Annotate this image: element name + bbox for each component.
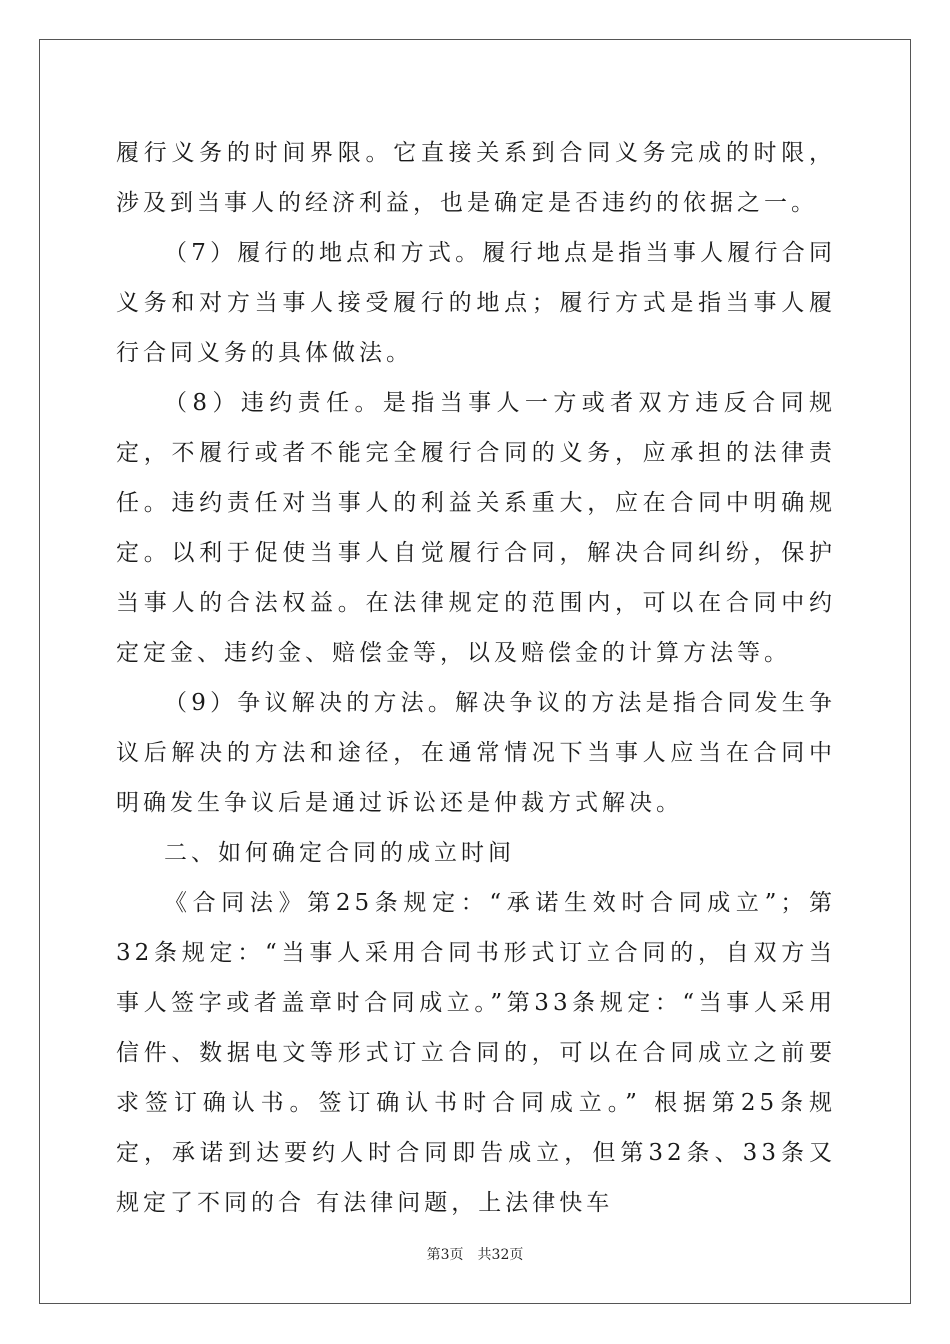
page-total: 共32页 (477, 1247, 524, 1263)
paragraph-item-8: （8）违约责任。是指当事人一方或者双方违反合同规定，不履行或者不能完全履行合同的义务，应承担的法律责任。违约责任对当事人的利益关系重大，应在合同中明确规定。以利于促使当事人自觉履行合同，解决合同纠纷，保护当事人的合法权益。在法律规定的范围内，可以在合同中约定定金、违约金、赔偿金等，以及赔偿金的计算方法等。 (116, 390, 836, 666)
paragraph-continuation: 履行义务的时间界限。它直接关系到合同义务完成的时限，涉及到当事人的经济利益，也是确定是否违约的依据之一。 (116, 140, 836, 216)
page-number: 第3页 (426, 1247, 464, 1263)
paragraph-contract-law: 《合同法》第25条规定：“承诺生效时合同成立”；第32条规定：“当事人采用合同书形式订立合同的，自双方当事人签字或者盖章时合同成立。”第33条规定：“当事人采用信件、数据电文等形式订立合同的，可以在合同成立之前要求签订确认书。签订确认书时合同成立。” 根据第25条规定，承诺到达要约人时合同即告成立，但第32条、33条又规定了不同的合 有法律问题，上法律快车 (116, 890, 836, 1216)
document-body (116, 128, 836, 1228)
paragraph-item-9: （9）争议解决的方法。解决争议的方法是指合同发生争议后解决的方法和途径，在通常情况下当事人应当在合同中明确发生争议后是通过诉讼还是仲裁方式解决。 (116, 690, 836, 816)
paragraph-item-7: （7）履行的地点和方式。履行地点是指当事人履行合同义务和对方当事人接受履行的地点；履行方式是指当事人履行合同义务的具体做法。 (116, 240, 836, 366)
section-heading: 二、如何确定合同的成立时间 (164, 840, 515, 866)
page-footer (0, 1244, 950, 1264)
